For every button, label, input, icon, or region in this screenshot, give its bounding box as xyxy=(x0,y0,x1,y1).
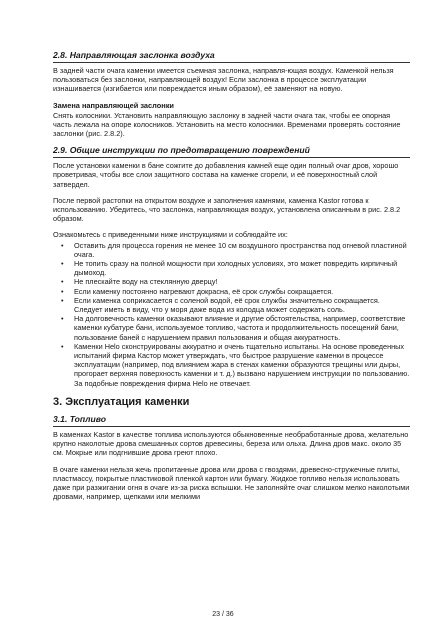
list-item: • Каменки Helo сконструированы аккуратно и очень тщательно испытаны. На основе проведенных испытаний фирма Кастор может утверждать, что быстрое разрушение каменки в процессе эксплуатации (например, под влиянием жара в стенах каменки образуются трещины или дыры, прогорает верхняя поверхность каменки и т. д.) вызвано нарушением инструкции по пользованию. За подобные повреждения фирма Helo не отвечает. xyxy=(53,342,410,388)
paragraph: В задней части очага каменки имеется съемная заслонка, направля-ющая воздух. Каменкой нельзя пользоваться без заслонки, направляющей воздух! Если заслонка в процессе эксплуатации изнашивается (изгибается или повреждается иным образом), её заменяют на новую. xyxy=(53,66,394,94)
paragraph: После первой растопки на открытом воздухе и заполнения камнями, каменка Kastor готова к использованию. Убедитесь, что заслонка, направляющая воздух, установлена описанным в рис. 2.8.2 образом. xyxy=(53,195,401,224)
section-heading-3-1: 3.1. Топливо xyxy=(53,414,410,427)
list-item: • Не плескайте воду на стеклянную дверцу! xyxy=(53,277,410,286)
page-number: 23 / 36 xyxy=(212,611,234,618)
list-item: • Оставить для процесса горения не менее 10 см воздушного пространства под огневой пластиной очага. xyxy=(53,241,410,259)
paragraph: В каменках Kastor в качестве топлива используются обыкновенные необработанные дрова, желательно крупно наколотые дрова смешанных сортов древесины, береза или ольха. Длина дров макс. около 35 см. Мокрые или подгнившие дрова греют плохо. xyxy=(53,429,409,458)
instructions-list xyxy=(53,241,410,388)
chapter-heading-3: 3. Эксплуатация каменки xyxy=(53,395,190,408)
list-item: • Не топить сразу на полной мощности при холодных условиях, это может повредить кирпичный дымоход. xyxy=(53,259,410,277)
list-item: • Если каменку постоянно нагревают докрасна, её срок службы сокращается. xyxy=(53,287,410,296)
list-item: • Если каменка соприкасается с соленой водой, её срок службы значительно сокращается. Следует иметь в виду, что у моря даже вода из колодца может содержать соль. xyxy=(53,296,410,314)
section-heading-2-9: 2.9. Общие инструкции по предотвращению повреждений xyxy=(53,145,410,158)
paragraph: Ознакомьтесь с приведенными ниже инструкциями и соблюдайте их: xyxy=(53,230,288,240)
paragraph: В очаге каменки нельзя жечь пропитанные дрова или дрова с гвоздями, древесно-стружечные плиты, пластмассу, покрытые пластиковой пленкой картон или бумагу. Жидкое топливо нельзя использовать даже при разжигании огня в очаге из-за риска вспышки. Не заполняйте очаг слишком мелко наколотыми дровами, например, щепками или мелкими xyxy=(53,464,410,502)
section-heading-2-8: 2.8. Направляющая заслонка воздуха xyxy=(53,50,410,63)
list-item: • На долговечность каменки оказывают влияние и другие обстоятельства, например, соответствие каменки кубатуре бани, используемое топливо, частота и продолжительность посещений бани, пользование баней с нарушением правил пользования и общая аккуратность. xyxy=(53,314,410,342)
subheading-replace-damper: Замена направляющей заслонки xyxy=(53,100,174,110)
paragraph: Снять колосники. Установить направляющую заслонку в задней части очага так, чтобы ее опорная часть лежала на опоре колосников. Установить на место колосники. Временами проверять состояние заслонки (рис. 2.8.2). xyxy=(53,110,401,139)
paragraph: После установки каменки в бане сожгите до добавления камней еще один полный очаг дров, хорошо проветривая, чтобы все слои защитного состава на каменке сгорели, и её поверхностный слой затвердел. xyxy=(53,161,399,189)
